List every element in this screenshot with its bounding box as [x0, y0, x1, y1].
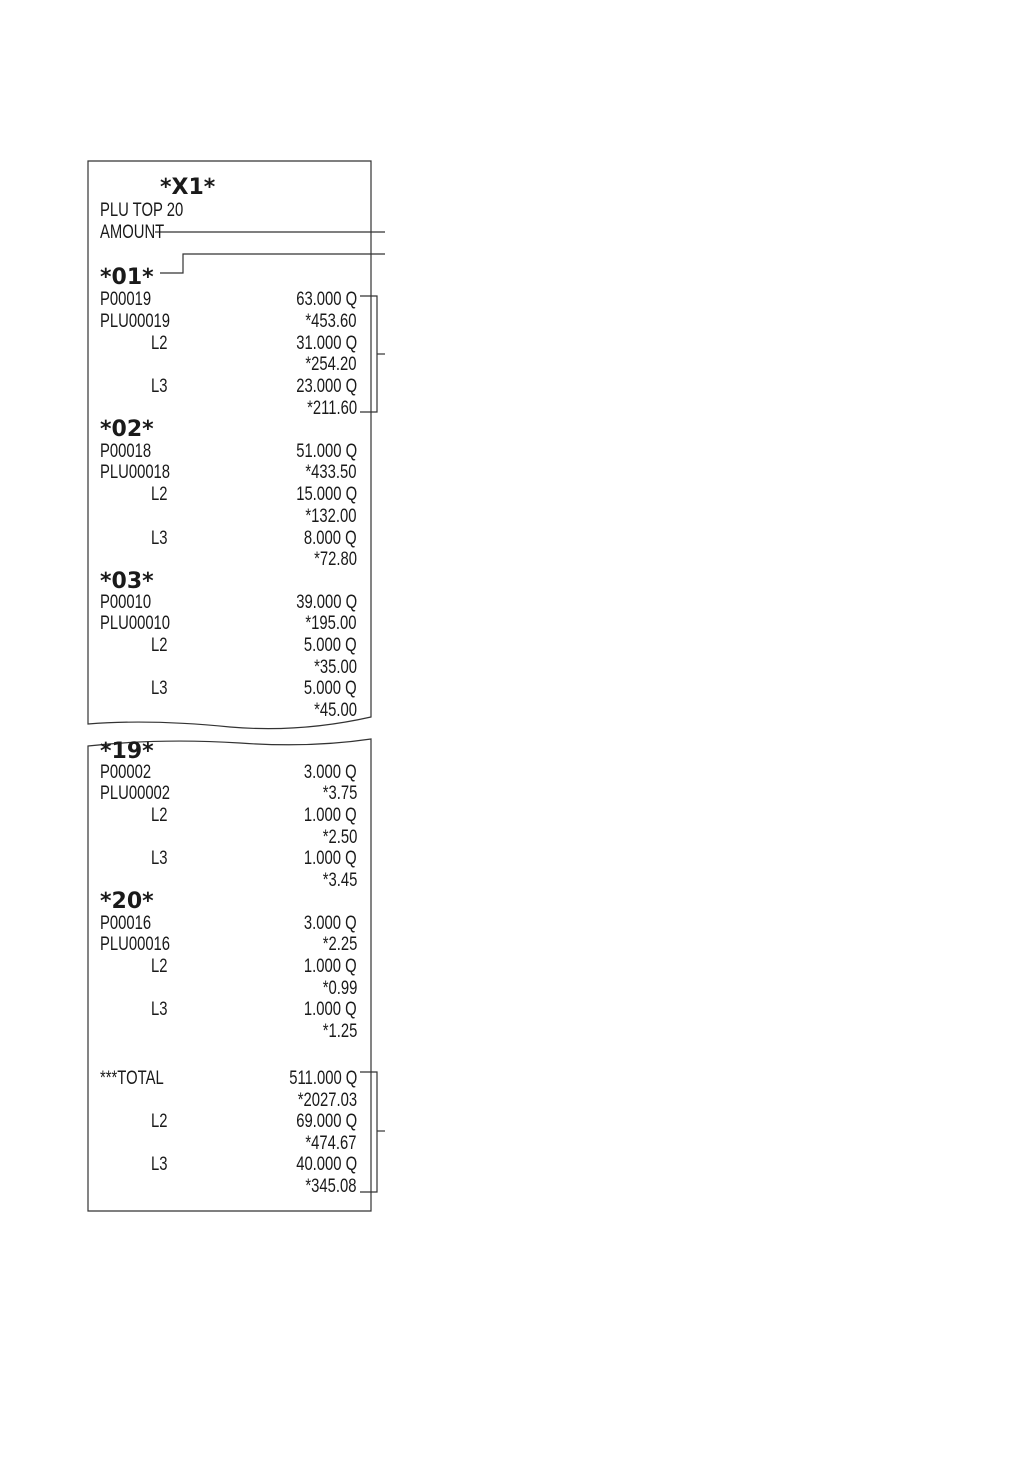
item-l3-label: L3: [151, 848, 168, 869]
item-l3-qty: 23.000 Q: [296, 376, 357, 397]
item-name: PLU00016: [100, 934, 171, 955]
item-name: PLU00018: [100, 462, 171, 483]
item-l3-amount: *3.45: [322, 870, 357, 891]
item-l2-label: L2: [151, 635, 168, 656]
item-name: PLU00019: [100, 311, 171, 332]
item-l2-qty: 5.000 Q: [304, 635, 357, 656]
item-l3-label: L3: [151, 376, 168, 397]
item-l2-amount: *35.00: [314, 657, 357, 678]
item-code: P00010: [100, 592, 152, 613]
item-amount: *433.50: [305, 462, 357, 483]
item-l3-qty: 1.000 Q: [304, 999, 357, 1020]
item-amount: *195.00: [305, 613, 357, 634]
item-l2-amount: *0.99: [322, 978, 357, 999]
item-name: PLU00010: [100, 613, 171, 634]
item-rank: *01*: [100, 265, 154, 290]
item-code: P00016: [100, 913, 152, 934]
item-l2-label: L2: [151, 956, 168, 977]
item-rank: *20*: [100, 889, 154, 914]
item-code: P00018: [100, 441, 152, 462]
item-code: P00002: [100, 762, 152, 783]
total-l3-amount: *345.08: [305, 1176, 357, 1197]
item-name: PLU00002: [100, 783, 171, 804]
total-l2-label: L2: [151, 1111, 168, 1132]
item-l3-amount: *1.25: [322, 1021, 357, 1042]
item-qty: 3.000 Q: [304, 762, 357, 783]
total-l3-label: L3: [151, 1154, 168, 1175]
item-l2-amount: *2.50: [322, 827, 357, 848]
item-qty: 39.000 Q: [296, 592, 357, 613]
item-l2-qty: 15.000 Q: [296, 484, 357, 505]
item-l2-label: L2: [151, 484, 168, 505]
item-l2-label: L2: [151, 333, 168, 354]
item-l3-amount: *211.60: [306, 398, 357, 419]
item-l3-label: L3: [151, 678, 168, 699]
item-qty: 51.000 Q: [296, 441, 357, 462]
item-l2-label: L2: [151, 805, 168, 826]
total-l2-qty: 69.000 Q: [296, 1111, 357, 1132]
item-l2-qty: 1.000 Q: [304, 956, 357, 977]
item-l3-label: L3: [151, 999, 168, 1020]
item-code: P00019: [100, 289, 152, 310]
item-l2-amount: *254.20: [305, 354, 357, 375]
item-qty: 63.000 Q: [296, 289, 357, 310]
item-amount: *453.60: [305, 311, 357, 332]
total-label: ***TOTAL: [100, 1068, 164, 1089]
item-l2-amount: *132.00: [305, 506, 357, 527]
item-l3-qty: 1.000 Q: [304, 848, 357, 869]
total-l2-amount: *474.67: [305, 1133, 357, 1154]
item-l3-qty: 5.000 Q: [304, 678, 357, 699]
item-rank: *03*: [100, 569, 154, 594]
report-sort-label: AMOUNT: [100, 222, 165, 243]
report-title: PLU TOP 20: [100, 200, 184, 221]
total-qty: 511.000 Q: [288, 1068, 357, 1089]
item-l3-amount: *72.80: [314, 549, 357, 570]
item-l3-label: L3: [151, 528, 168, 549]
item-l3-qty: 8.000 Q: [304, 528, 357, 549]
item-rank: *02*: [100, 417, 154, 442]
item-qty: 3.000 Q: [304, 913, 357, 934]
total-l3-qty: 40.000 Q: [296, 1154, 357, 1175]
item-l2-qty: 1.000 Q: [304, 805, 357, 826]
report-mode: *X1*: [160, 175, 216, 200]
item-l3-amount: *45.00: [314, 700, 357, 721]
item-rank: *19*: [100, 739, 154, 764]
item-l2-qty: 31.000 Q: [296, 333, 357, 354]
item-amount: *3.75: [322, 783, 357, 804]
total-amount: *2027.03: [297, 1090, 357, 1111]
item-amount: *2.25: [322, 934, 357, 955]
